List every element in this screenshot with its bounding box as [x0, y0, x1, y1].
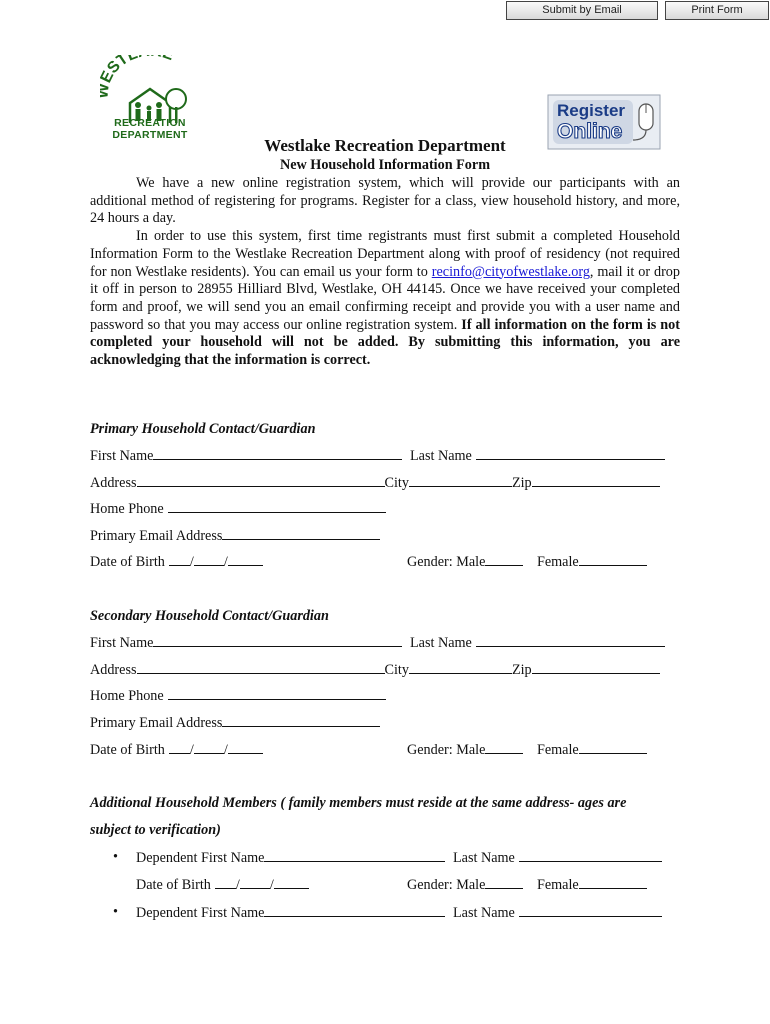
- secondary-email-row[interactable]: Primary Email Address: [90, 714, 380, 732]
- primary-section-heading: Primary Household Contact/Guardian: [90, 421, 316, 437]
- register-text: Register: [557, 101, 626, 120]
- logo-arc-text: ST: [104, 55, 132, 77]
- intro-notice: If all information on the form is not completed your household will not be added. By submitting this information, you are acknowledging that the information is correct.: [90, 316, 680, 369]
- secondary-gender-field[interactable]: Gender: Male Female: [407, 741, 647, 759]
- logo-line-recreation: RECREATION: [114, 117, 186, 129]
- secondary-home-phone-row[interactable]: Home Phone: [90, 687, 386, 705]
- print-form-button[interactable]: Print Form: [665, 1, 769, 20]
- primary-email-row[interactable]: Primary Email Address: [90, 527, 380, 545]
- intro-paragraph-2: In order to use this system, first time registrants must first submit a completed Household Information Form to the Westlake Recreation Department along with proof of residency (not required for non Westlake residents). You can email us your form to recinfo@cityofwestlake.org, mail it or drop it off in person to 28955 Hilliard Blvd, Westlake, OH 44145. Once we have received your completed form and proof, we will send you an email confirming receipt and provide you with a user name and password so that you may access our online registration system. If all information on the form is not completed your household will not be added. By submitting this information, you are acknowledging that the information is correct.: [90, 228, 680, 369]
- form-subtitle: New Household Information Form: [279, 157, 491, 173]
- intro-text: [90, 175, 680, 370]
- dependent-2-name-row[interactable]: Dependent First Name Last Name: [136, 904, 662, 922]
- dependent-1-dob-field[interactable]: Date of Birth / /: [136, 876, 309, 894]
- bullet-icon: •: [113, 849, 118, 865]
- dependent-1-gender-field[interactable]: Gender: Male Female: [407, 876, 647, 894]
- logo-emblem-icon: [100, 55, 200, 125]
- primary-home-phone-row[interactable]: Home Phone: [90, 500, 386, 518]
- email-link[interactable]: recinfo@cityofwestlake.org: [431, 263, 590, 280]
- westlake-logo: [100, 55, 200, 145]
- primary-dob-field[interactable]: Date of Birth / /: [90, 553, 263, 571]
- primary-gender-field[interactable]: Gender: Male Female: [407, 553, 647, 571]
- secondary-first-name-row[interactable]: First Name Last Name: [90, 634, 665, 652]
- additional-section-heading: Additional Household Members ( family members must reside at the same address- ages are: [90, 795, 627, 811]
- online-text: Online: [557, 120, 623, 143]
- secondary-dob-field[interactable]: Date of Birth / /: [90, 741, 263, 759]
- intro-paragraph-1: We have a new online registration system, which will provide our participants with an additional method of registering for programs. Register for a class, view household history, and more, 24 hours a day.: [90, 175, 680, 227]
- primary-first-name-row[interactable]: First Name Last Name: [90, 447, 665, 465]
- secondary-address-row[interactable]: Address City Zip: [90, 661, 660, 679]
- logo-line-department: DEPARTMENT: [112, 129, 188, 141]
- bullet-icon: •: [113, 904, 118, 920]
- secondary-section-heading: Secondary Household Contact/Guardian: [90, 608, 329, 624]
- submit-by-email-button[interactable]: Submit by Email: [506, 1, 658, 20]
- additional-section-heading-cont: subject to verification): [90, 822, 221, 838]
- dependent-1-name-row[interactable]: Dependent First Name Last Name: [136, 849, 662, 867]
- svg-text:WESTLAKE: [100, 55, 176, 99]
- primary-address-row[interactable]: Address City Zip: [90, 474, 660, 492]
- page-title: Westlake Recreation Department: [264, 136, 506, 155]
